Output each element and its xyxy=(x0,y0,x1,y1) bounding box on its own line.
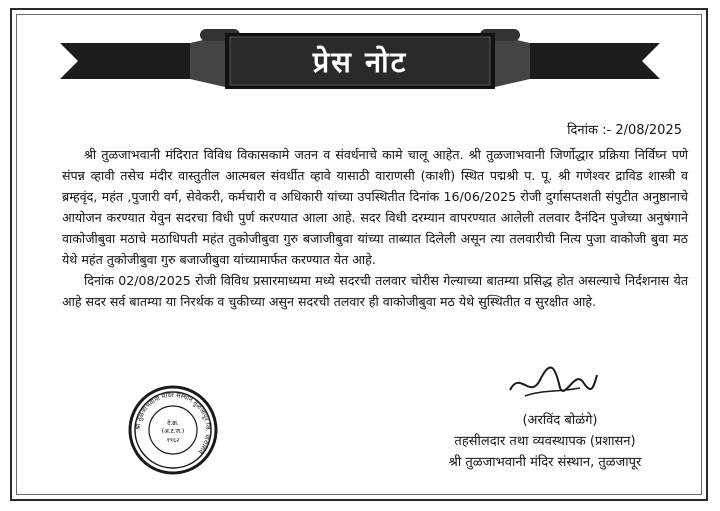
official-seal xyxy=(128,385,218,475)
signatory-office: श्री तुळजाभवानी मंदिर संस्थान, तुळजापूर xyxy=(448,455,642,470)
date-line: दिनांक :- 2/08/2025 xyxy=(567,123,682,138)
svg-text:(अ.ट.ज.): (अ.ट.ज.) xyxy=(161,428,185,435)
handwritten-signature xyxy=(505,360,600,405)
press-note-title: प्रेस नोट xyxy=(312,44,408,79)
seal-lettering: श्री तुळजाभवानी मंदिर संस्थान तुळजापूर जि. धाराशिव xyxy=(133,390,213,456)
paragraph-1: श्री तुळजाभवानी मंदिरात विविध विकासकामे जतन व संवर्धनाचे कामे चालू आहेत. श्री तुळजाभवानी जिर्णोद्धार प्रक्रिया निर्विघ्न पणे संपन्न व्हावी तसेच मंदीर वास्तुतील आत्मबल संवर्धीत व्हावे यासाठी वाराणसी (काशी) स्थित पद्मश्री प. पू. श्री गणेश्वर द्राविड शास्त्री व ब्रम्हवृंद, महंत ,पुजारी वर्ग, सेवेकरी, कर्मचारी व अधिकारी यांच्या उपस्थितीत दिनांक 16/06/2025 रोजी दुर्गासप्तशती संपुटीत अनुष्ठानाचे आयोजन करण्यात येवुन सदरचा विधी पुर्ण करण्यात आला आहे. सदर विधी दरम्यान वापरण्यात आलेली तलवार दैनंदिन पुजेच्या अनुषंगाने वाकोजीबुवा मठाचे मठाधिपती महंत तुकोजीबुवा गुरु बजाजीबुवा यांच्या ताब्यात दिलेली असून त्या तलवारीची नित्य पुजा वाकोजी बुवा मठ येथे महंत तुकोजीबुवा गुरु बजाजीबुवा यांच्यामार्फत करण्यात येत आहे. xyxy=(62,147,688,267)
title-banner xyxy=(60,21,660,101)
press-note-body xyxy=(62,144,688,312)
svg-text:दे.क्र.: दे.क्र. xyxy=(167,420,179,427)
signatory-designation: तहसीलदार तथा व्यवस्थापक (प्रशासन) xyxy=(454,434,636,449)
signatory-name: (अरविंद बोळंगे) xyxy=(522,413,598,428)
svg-text:१९६२: १९६२ xyxy=(166,437,180,444)
signature-block xyxy=(395,410,695,473)
paragraph-2: दिनांक 02/08/2025 रोजी विविध प्रसारमाध्यमा मध्ये सदरची तलवार चोरीस गेल्याच्या बातम्या प्रसिद्ध होत असल्याचे निर्दशनास येत आहे सदर सर्व बातम्या या निरर्थक व चुकीच्या असुन सदरची तलवार ही वाकोजीबुवा मठ येथे सुस्थितीत व सुरक्षीत आहे. xyxy=(62,273,688,309)
